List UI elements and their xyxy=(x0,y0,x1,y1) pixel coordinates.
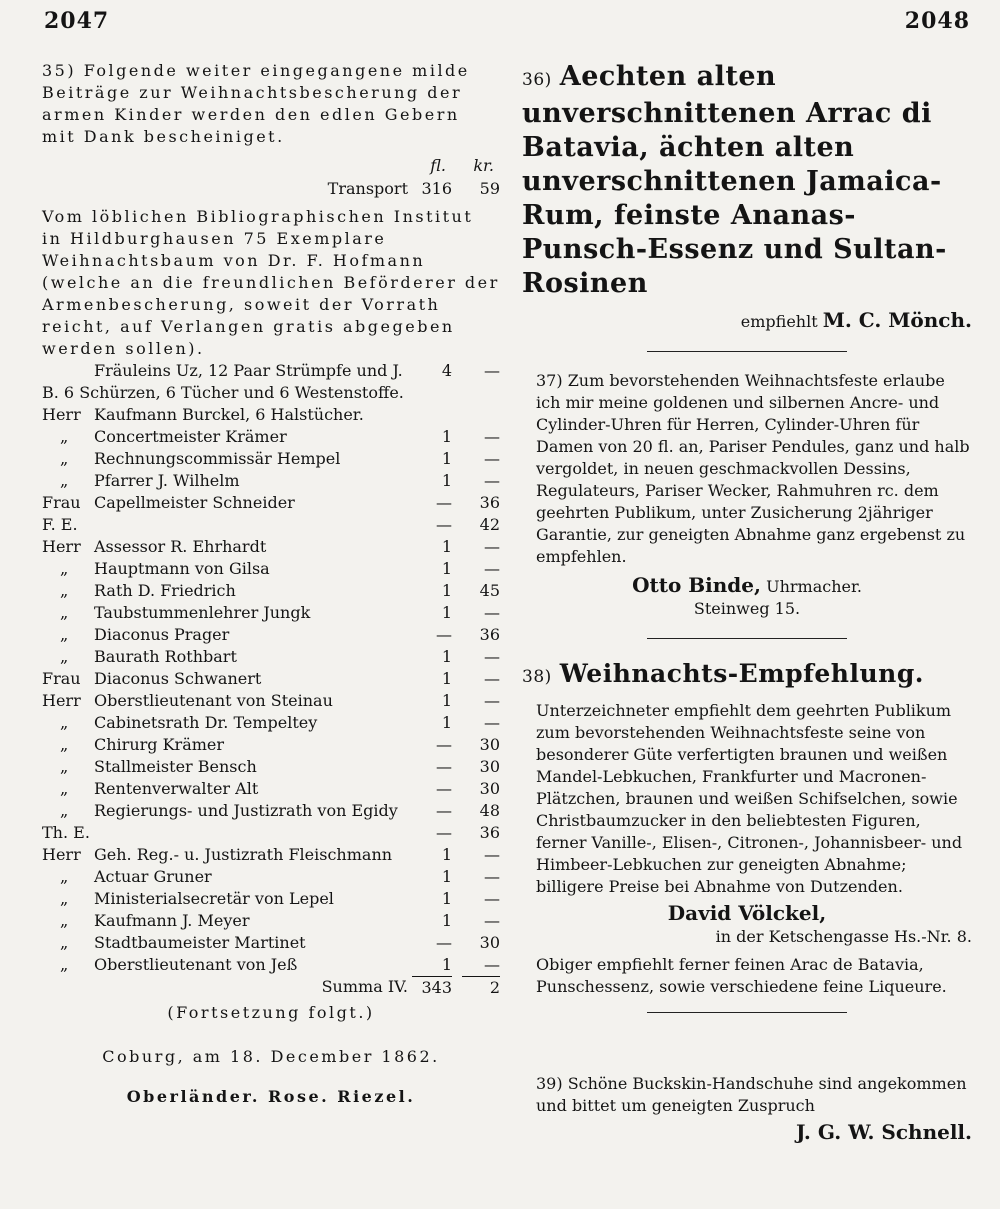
donor-prefix: Th. E. xyxy=(42,823,90,842)
donation-row xyxy=(42,404,500,426)
amount-kr: 36 xyxy=(479,823,500,842)
donor xyxy=(42,668,408,690)
donation-row xyxy=(42,734,500,756)
left-column xyxy=(42,60,500,1108)
amount-kr: — xyxy=(484,955,500,974)
donation-row xyxy=(42,470,500,492)
donor-name: Pfarrer J. Wilhelm xyxy=(94,471,240,490)
ad-37-text: 37) Zum bevorstehenden Weihnachtsfeste erlaube ich mir meine goldenen und silbernen Ancre- und Cylinder-Uhren für Herren, Cylinder-Uhren für Damen von 20 fl. an, Pariser Pendules, ganz und halb vergoldet, in neuen geschmackvollen Dessins, Regulateurs, Pariser Wecker, Rahmuhren rc. dem geehrten Publikum, unter Zusicherung 2jähriger Garantie, zur geneigten Abnahme ganz ergebenst zu empfehlen. xyxy=(536,371,970,566)
donation-row xyxy=(42,822,500,844)
donation-row xyxy=(42,624,500,646)
ad-37-name: Otto Binde, xyxy=(632,573,761,597)
donation-row xyxy=(42,426,500,448)
signatories: Oberländer. Rose. Riezel. xyxy=(126,1087,416,1106)
summa-fl: 343 xyxy=(412,976,452,999)
donor-prefix: „ xyxy=(60,625,69,644)
donor-prefix: „ xyxy=(60,955,69,974)
donor-name: Regierungs- und Justizrath von Egidy xyxy=(94,801,398,820)
ad-39-signature: J. G. W. Schnell. xyxy=(796,1120,972,1144)
donor xyxy=(42,690,408,712)
amount-fl: — xyxy=(436,823,452,842)
donor-name: Fräuleins Uz, 12 Paar Strümpfe und J. B. 6 Schürzen, 6 Tücher und 6 Westenstoffe. xyxy=(42,361,404,402)
amount-fl: 1 xyxy=(441,537,452,556)
amount-kr: — xyxy=(484,911,500,930)
donor xyxy=(42,910,408,932)
amount-kr: — xyxy=(484,713,500,732)
amount-kr: 36 xyxy=(479,493,500,512)
donor-prefix: „ xyxy=(60,427,69,446)
donor-name: Geh. Reg.- u. Justizrath Fleischmann xyxy=(94,845,393,864)
amount-fl: 1 xyxy=(441,427,452,446)
amount-kr: — xyxy=(484,867,500,886)
donor-prefix: Herr xyxy=(42,405,81,424)
amount-kr: — xyxy=(484,691,500,710)
donation-row xyxy=(42,756,500,778)
donor-prefix: F. E. xyxy=(42,515,78,534)
donation-row xyxy=(42,910,500,932)
donor-name: Baurath Rothbart xyxy=(94,647,237,666)
donor-prefix: Herr xyxy=(42,845,81,864)
donor-name: Diaconus Schwanert xyxy=(94,669,262,688)
donor-name: Taubstummenlehrer Jungk xyxy=(94,603,311,622)
amount-fl: — xyxy=(436,625,452,644)
donor-name: Diaconus Prager xyxy=(94,625,230,644)
donation-row xyxy=(42,646,500,668)
ad-38-heading xyxy=(522,657,972,694)
donor-name: Stadtbaumeister Martinet xyxy=(94,933,306,952)
amount-fl: — xyxy=(436,493,452,512)
donation-row xyxy=(42,690,500,712)
institute-note: Vom löblichen Bibliographischen Institut in Hildburghausen 75 Exemplare Weihnachtsbaum von Dr. F. Hofmann (welche an die freundlichen Beförderer der Armenbescherung, soweit der Vorrath reicht, auf Verlangen gratis abgegeben werden sollen). xyxy=(42,207,500,358)
donor xyxy=(42,426,408,448)
donation-row xyxy=(42,844,500,866)
transport-kr: 59 xyxy=(479,179,500,198)
donor-name: Kaufmann J. Meyer xyxy=(94,911,250,930)
amount-fl: 1 xyxy=(441,713,452,732)
amount-kr: — xyxy=(484,603,500,622)
amount-fl: — xyxy=(436,735,452,754)
currency-header xyxy=(42,154,500,178)
donor xyxy=(42,492,408,514)
ad-36-number: 36) xyxy=(522,70,552,90)
donation-row xyxy=(42,800,500,822)
page-number-left: 2047 xyxy=(44,8,110,34)
donor-name: Rentenverwalter Alt xyxy=(94,779,259,798)
donor-name: Kaufmann Burckel, 6 Halstücher. xyxy=(94,405,364,424)
ad-36-title: Aechten alten unverschnittenen Arrac di Batavia, ächten alten unverschnittenen Jamaica-Rum, feinste Ananas-Punsch-Essenz und Sultan-Rosinen xyxy=(522,61,947,299)
ad-38-number: 38) xyxy=(522,667,552,687)
amount-fl: 1 xyxy=(441,669,452,688)
amount-fl: 1 xyxy=(441,449,452,468)
donor-prefix: Frau xyxy=(42,493,81,512)
donation-row xyxy=(42,360,500,404)
amount-kr: — xyxy=(484,559,500,578)
ad-38-text: Unterzeichneter empfiehlt dem geehrten Publikum zum bevorstehenden Weihnachtsfeste seine von besonderer Güte verfertigten braunen und weißen Mandel-Lebkuchen, Frankfurter und Macronen-Plätzchen, braunen und weißen Schifselchen, sowie Christbaumzucker in den beliebtesten Figuren, ferner Vanille-, Elisen-, Citronen-, Johannisbeer- und Himbeer-Lebkuchen zur geneigten Abnahme; billigere Preise bei Abnahme von Dutzenden. xyxy=(536,701,963,896)
donor xyxy=(42,734,408,756)
donor xyxy=(42,932,408,954)
donor xyxy=(42,404,408,426)
donor-name: Stallmeister Bensch xyxy=(94,757,257,776)
donor-prefix: „ xyxy=(60,713,69,732)
amount-kr: — xyxy=(484,471,500,490)
donor xyxy=(42,712,408,734)
donor xyxy=(42,756,408,778)
divider xyxy=(647,638,847,639)
donor xyxy=(42,888,408,910)
ad-39-text: 39) Schöne Buckskin-Handschuhe sind angekommen und bittet um geneigten Zuspruch xyxy=(536,1074,967,1115)
donor-name: Capellmeister Schneider xyxy=(94,493,295,512)
amount-fl: 1 xyxy=(441,691,452,710)
donor xyxy=(42,844,408,866)
amount-fl: 1 xyxy=(441,559,452,578)
donor-prefix: „ xyxy=(60,449,69,468)
donation-row xyxy=(42,954,500,976)
donor-prefix: Herr xyxy=(42,691,81,710)
donor-prefix: „ xyxy=(60,933,69,952)
donor xyxy=(42,470,408,492)
amount-fl: 1 xyxy=(441,581,452,600)
gulden-header: fl. xyxy=(430,156,446,175)
donor-prefix: „ xyxy=(60,603,69,622)
donor-prefix: Frau xyxy=(42,669,81,688)
donation-row xyxy=(42,602,500,624)
donor-prefix: „ xyxy=(60,867,69,886)
transport-row xyxy=(42,178,500,200)
donation-row xyxy=(42,580,500,602)
amount-kr: 30 xyxy=(479,779,500,798)
donor xyxy=(42,536,408,558)
donor-name: Cabinetsrath Dr. Tempeltey xyxy=(94,713,318,732)
ad-37-signature xyxy=(522,574,972,598)
summa-row xyxy=(42,976,500,998)
amount-kr: — xyxy=(484,361,500,380)
ad-36-recommends: empfiehlt xyxy=(740,312,818,331)
amount-kr: — xyxy=(484,889,500,908)
amount-fl: — xyxy=(436,515,452,534)
donation-row xyxy=(42,558,500,580)
amount-fl: 1 xyxy=(441,955,452,974)
donation-list xyxy=(42,360,500,976)
donor xyxy=(42,954,408,976)
donor-prefix: „ xyxy=(60,889,69,908)
amount-fl: 1 xyxy=(441,911,452,930)
ad-37-trade: Uhrmacher. xyxy=(766,577,862,596)
ad-36-signature xyxy=(522,309,972,333)
summa-label: Summa IV. xyxy=(321,977,408,996)
donor-prefix: „ xyxy=(60,647,69,666)
amount-fl: 1 xyxy=(441,889,452,908)
donor-prefix: „ xyxy=(60,801,69,820)
donor xyxy=(42,558,408,580)
amount-fl: — xyxy=(436,779,452,798)
amount-fl: 1 xyxy=(441,845,452,864)
amount-fl: — xyxy=(436,757,452,776)
donor-name: Rath D. Friedrich xyxy=(94,581,236,600)
continuation-note: (Fortsetzung folgt.) xyxy=(167,1003,375,1022)
donor-prefix: „ xyxy=(60,559,69,578)
amount-kr: — xyxy=(484,427,500,446)
donor xyxy=(42,646,408,668)
amount-fl: 1 xyxy=(441,471,452,490)
donations-intro: 35) Folgende weiter eingegangene milde Beiträge zur Weihnachtsbescherung der armen Kinder werden den edlen Gebern mit Dank bescheiniget. xyxy=(42,61,470,146)
page-number-right: 2048 xyxy=(904,8,970,34)
donor xyxy=(42,448,408,470)
amount-kr: 42 xyxy=(479,515,500,534)
ad-38-address: in der Ketschengasse Hs.-Nr. 8. xyxy=(715,927,972,946)
donation-row xyxy=(42,448,500,470)
donor xyxy=(42,624,408,646)
donor xyxy=(42,514,408,536)
ad-36-merchant: M. C. Mönch. xyxy=(822,308,972,332)
amount-kr: 30 xyxy=(479,735,500,754)
ad-37-address: Steinweg 15. xyxy=(693,599,801,618)
amount-kr: — xyxy=(484,537,500,556)
donor-name: Hauptmann von Gilsa xyxy=(94,559,270,578)
right-column xyxy=(522,60,972,1145)
donor-name: Oberstlieutenant von Steinau xyxy=(94,691,333,710)
donor-name: Concertmeister Krämer xyxy=(94,427,287,446)
amount-fl: 4 xyxy=(441,361,452,380)
donation-row xyxy=(42,888,500,910)
donor-prefix: „ xyxy=(60,757,69,776)
donor xyxy=(42,778,408,800)
amount-kr: 48 xyxy=(479,801,500,820)
transport-fl: 316 xyxy=(421,179,452,198)
amount-kr: — xyxy=(484,449,500,468)
donor-prefix: „ xyxy=(60,735,69,754)
donor-prefix: „ xyxy=(60,471,69,490)
donor-name: Ministerialsecretär von Lepel xyxy=(94,889,334,908)
donor xyxy=(42,580,408,602)
donation-row xyxy=(42,514,500,536)
amount-fl: — xyxy=(436,933,452,952)
ad-38-title: Weihnachts-Empfehlung. xyxy=(559,659,925,688)
amount-kr: 36 xyxy=(479,625,500,644)
amount-kr: — xyxy=(484,669,500,688)
ad-38-name: David Völckel, xyxy=(667,901,827,925)
donation-row xyxy=(42,866,500,888)
amount-kr: 30 xyxy=(479,933,500,952)
donor xyxy=(42,602,408,624)
donation-row xyxy=(42,712,500,734)
donor-name: Assessor R. Ehrhardt xyxy=(94,537,267,556)
donor xyxy=(42,822,408,844)
donor xyxy=(42,866,408,888)
donor-name: Rechnungscommissär Hempel xyxy=(94,449,341,468)
amount-fl: 1 xyxy=(441,867,452,886)
amount-kr: — xyxy=(484,647,500,666)
donor-prefix: „ xyxy=(60,779,69,798)
summa-kr: 2 xyxy=(462,976,500,999)
donor-name: Chirurg Krämer xyxy=(94,735,225,754)
ad-38-extra: Obiger empfiehlt ferner feinen Arac de Batavia, Punschessenz, sowie verschiedene feine Liqueure. xyxy=(536,955,947,996)
donation-row xyxy=(42,492,500,514)
ad-36-heading xyxy=(522,60,972,301)
amount-fl: — xyxy=(436,801,452,820)
donation-row xyxy=(42,932,500,954)
place-date: Coburg, am 18. December 1862. xyxy=(102,1047,440,1066)
transport-label: Transport xyxy=(327,179,408,198)
divider xyxy=(647,1012,847,1013)
divider xyxy=(647,351,847,352)
donor-prefix: „ xyxy=(60,581,69,600)
donation-row xyxy=(42,668,500,690)
donor-name: Actuar Gruner xyxy=(94,867,212,886)
amount-fl: 1 xyxy=(441,647,452,666)
kreuzer-header: kr. xyxy=(473,156,494,175)
donor-prefix: Herr xyxy=(42,537,81,556)
donor xyxy=(42,360,408,404)
donor-name: Oberstlieutenant von Jeß xyxy=(94,955,298,974)
donation-row xyxy=(42,536,500,558)
donation-row xyxy=(42,778,500,800)
donor-prefix: „ xyxy=(60,911,69,930)
amount-fl: 1 xyxy=(441,603,452,622)
amount-kr: — xyxy=(484,845,500,864)
donor xyxy=(42,800,408,822)
amount-kr: 45 xyxy=(479,581,500,600)
amount-kr: 30 xyxy=(479,757,500,776)
